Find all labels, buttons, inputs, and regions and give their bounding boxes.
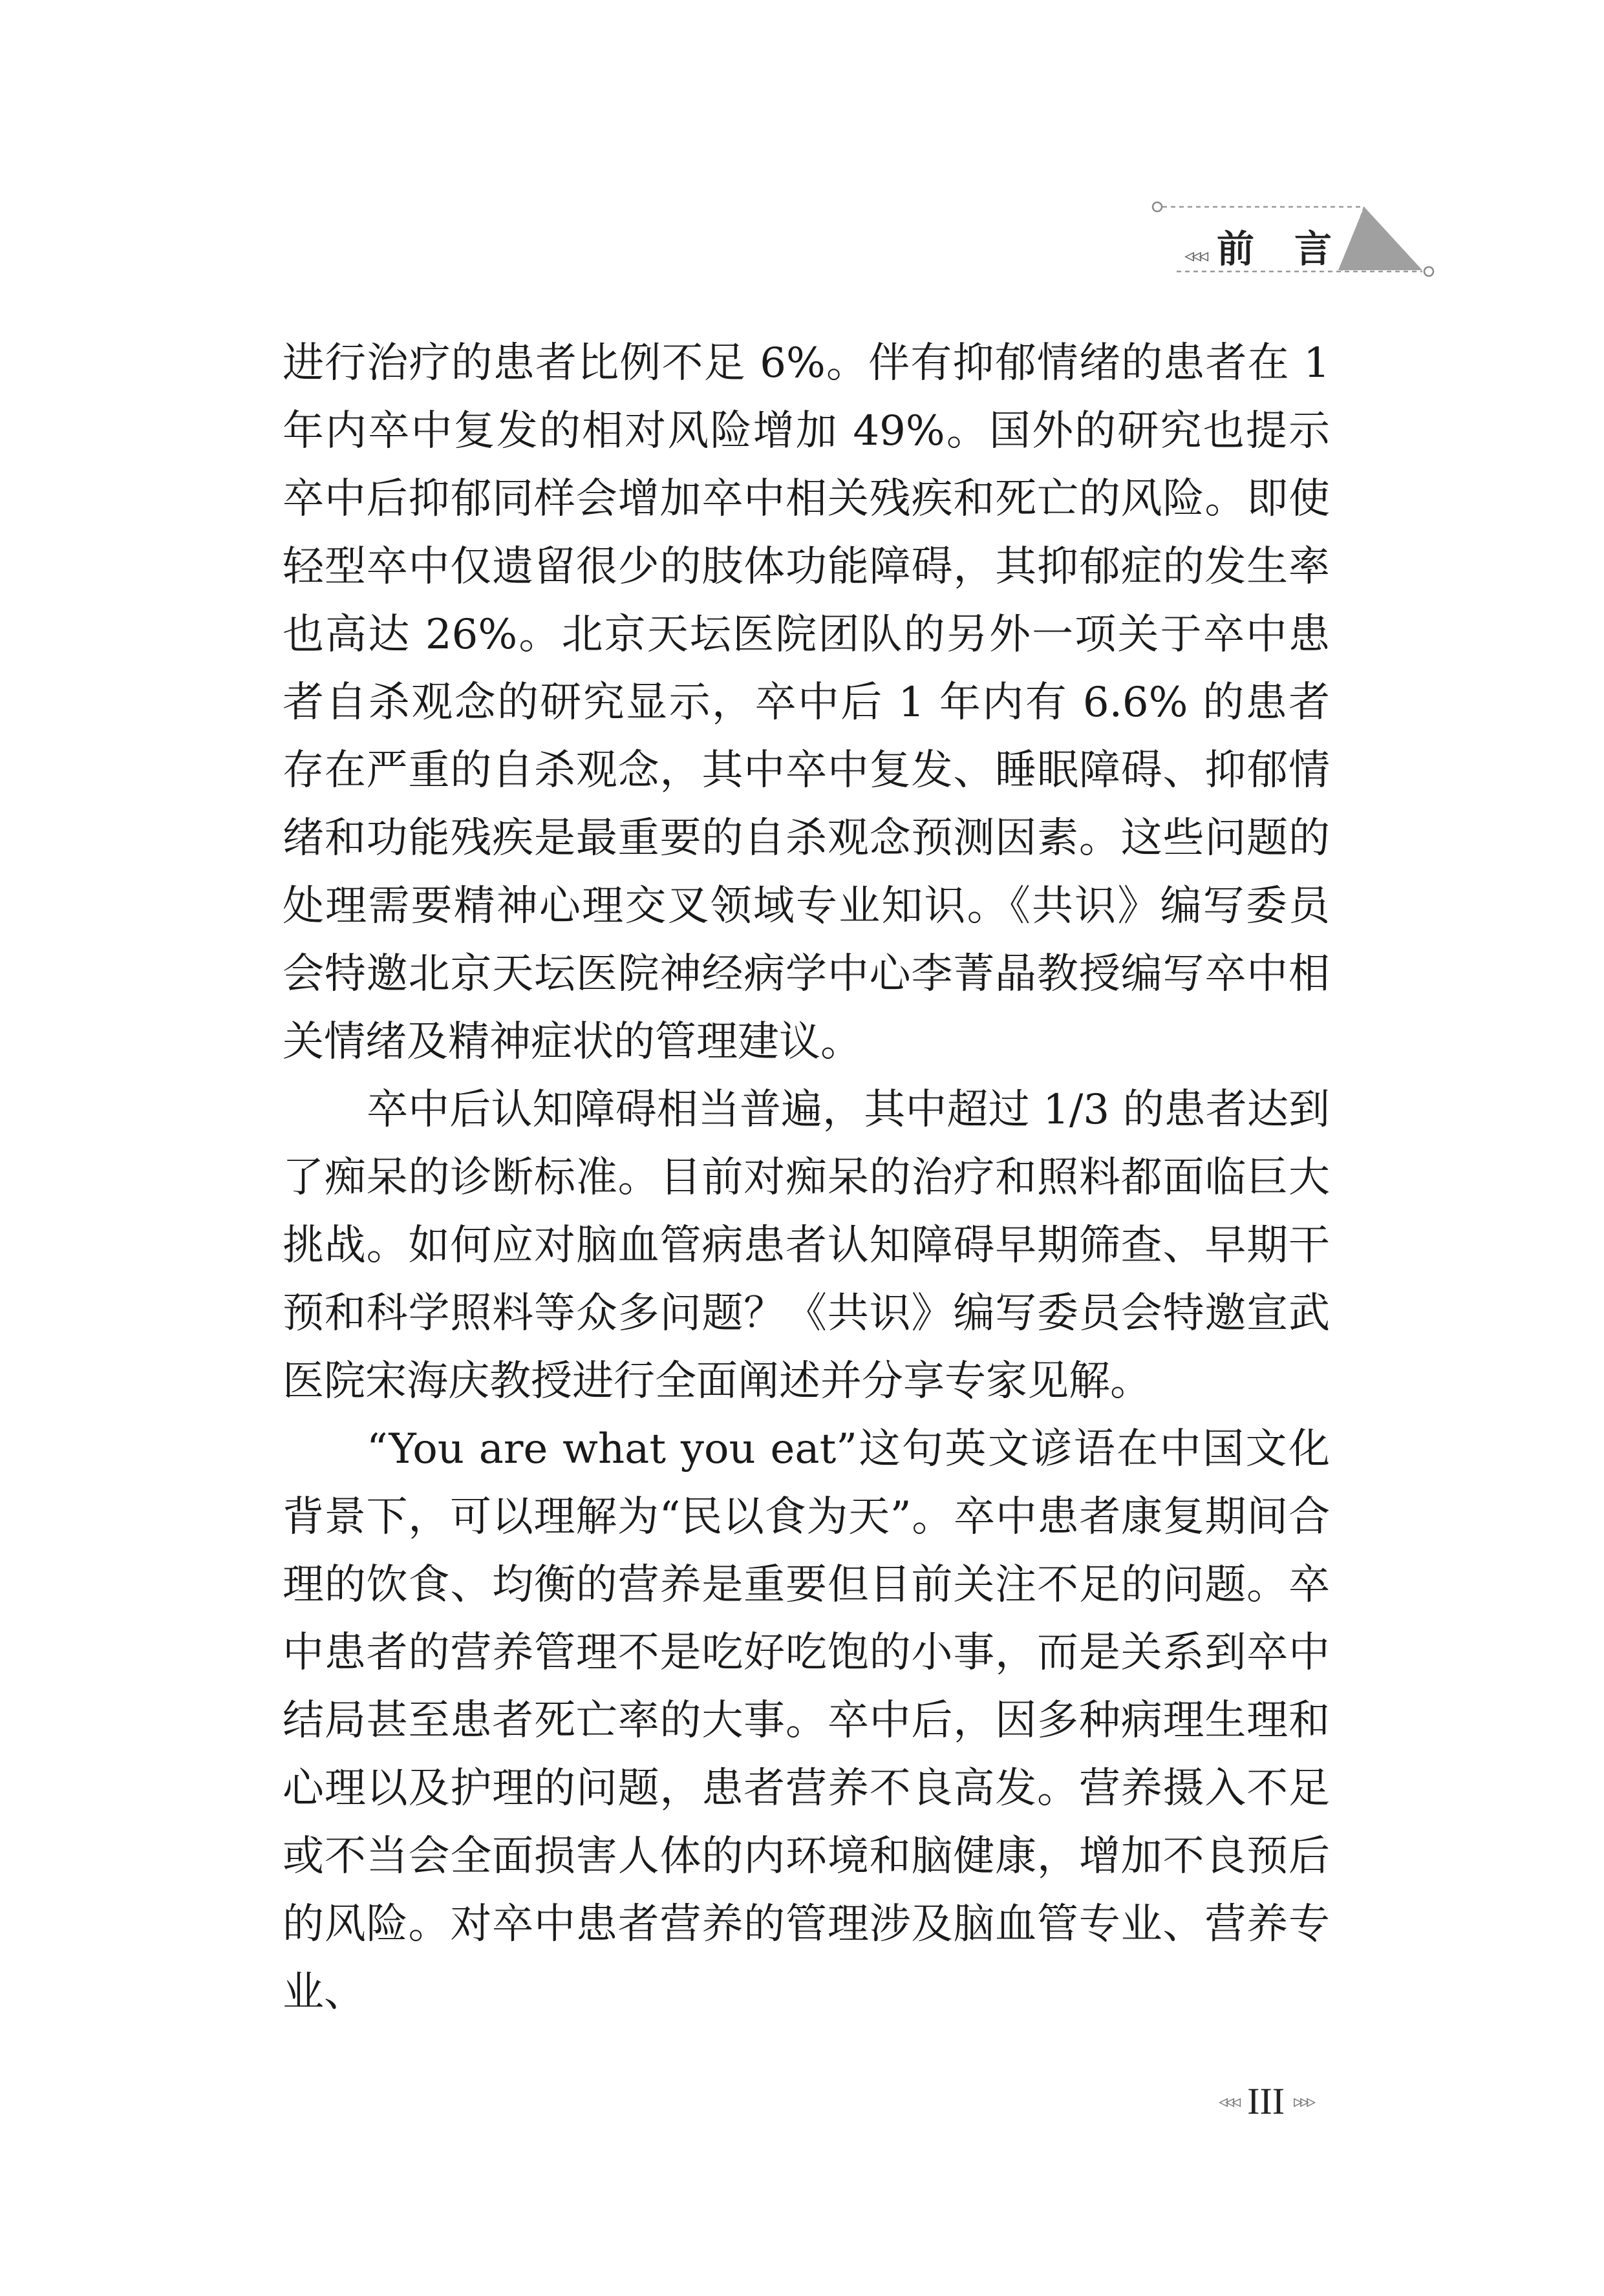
header-arrows-icon: ◃◃◃	[1184, 244, 1206, 267]
page-number: III	[1247, 2079, 1285, 2122]
running-header	[1151, 194, 1448, 284]
paragraph: 卒中后认知障碍相当普遍，其中超过 1/3 的患者达到了痴呆的诊断标准。目前对痴呆的治疗和照料都面临巨大挑战。如何应对脑血管病患者认知障碍早期筛查、早期干预和科学照料等众多问题？《共识》编写委员会特邀宣武医院宋海庆教授进行全面阐述并分享专家见解。	[283, 1086, 1330, 1405]
chapter-title: 前言	[1217, 227, 1373, 271]
body-text	[283, 330, 1330, 2026]
paragraph: “You are what you eat”这句英文谚语在中国文化背景下，可以理解为“民以食为天”。卒中患者康复期间合理的饮食、均衡的营养是重要但目前关注不足的问题。卒中患者的营养管理不是吃好吃饱的小事，而是关系到卒中结局甚至患者死亡率的大事。卒中后，因多种病理生理和心理以及护理的问题，患者营养不良高发。营养摄入不足或不当会全面损害人体的内环境和脑健康，增加不良预后的风险。对卒中患者营养的管理涉及脑血管专业、营养专业、	[283, 1425, 1330, 2016]
footer-left-arrows-icon: ◃◃◃	[1219, 2090, 1239, 2112]
footer-right-arrows-icon: ▹▹▹	[1294, 2090, 1314, 2112]
paragraph: 进行治疗的患者比例不足 6%。伴有抑郁情绪的患者在 1 年内卒中复发的相对风险增加 49%。国外的研究也提示卒中后抑郁同样会增加卒中相关残疾和死亡的风险。即使轻型卒中仅遗留很少的肢体功能障碍，其抑郁症的发生率也高达 26%。北京天坛医院团队的另外一项关于卒中患者自杀观念的研究显示，卒中后 1 年内有 6.6% 的患者存在严重的自杀观念，其中卒中复发、睡眠障碍、抑郁情绪和功能残疾是最重要的自杀观念预测因素。这些问题的处理需要精神心理交叉领域专业知识。《共识》编写委员会特邀北京天坛医院神经病学中心李菁晶教授编写卒中相关情绪及精神症状的管理建议。	[283, 339, 1330, 1066]
page-footer	[1219, 2081, 1313, 2120]
